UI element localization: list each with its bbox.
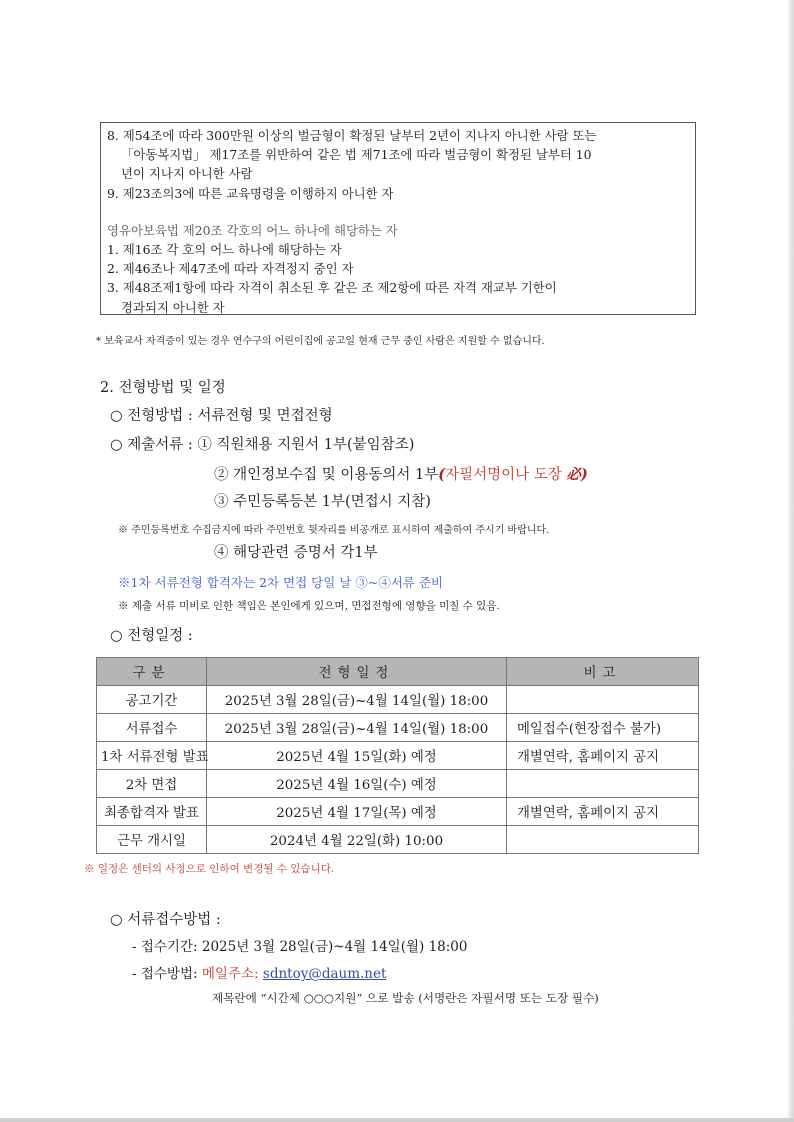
cell-category: 근무 개시일 [97,826,207,854]
cell-schedule: 2025년 4월 16일(수) 예정 [207,770,507,798]
schedule-label: ○ 전형일정 : [110,628,193,644]
cell-category: 최종합격자 발표 [97,798,207,826]
mail-label: 메일주소: [201,966,259,982]
item-8-line-1: 8. 제54조에 따라 300만원 이상의 벌금형이 확정된 날부터 2년이 지나지 아니한 사람 또는 [107,128,597,143]
table-row [97,826,699,854]
document-2-required: 必) [566,466,588,483]
table-row [97,798,699,826]
document-2: ② 개인정보수집 및 이용동의서 1부 [214,467,439,483]
subject-note: 제목란에 “시간제 ○○○지원” 으로 발송 (서명란은 자필서명 또는 도장 필수) [212,991,599,1005]
apply-method-row [132,962,386,982]
email-link[interactable]: sdntoy@daum.net [262,966,387,982]
table-header-row [97,658,699,686]
table-row [97,770,699,798]
apply-period: - 접수기간: 2025년 3월 28일(금)~4월 14일(월) 18:00 [132,939,468,955]
item-8-line-3: 년이 지나지 아니한 사람 [121,166,253,182]
sub-item-3-line-1: 3. 제48조제1항에 따라 자격이 취소된 후 같은 조 제2항에 따른 자격 재교부 기한이 [107,280,557,296]
cell-category: 공고기간 [97,686,207,714]
cell-remarks [507,770,699,798]
responsibility-note: ※ 제출 서류 미비로 인한 책임은 본인에게 있으며, 면접전형에 영향을 미칠 수 있음. [118,600,500,612]
cell-remarks [507,686,699,714]
document-1: ① 직원채용 지원서 1부(붙임참조) [197,437,415,453]
header-category: 구분 [97,658,207,686]
documents-row [110,433,414,454]
apply-method-title: ○ 서류접수방법 : [110,912,221,928]
cell-remarks [507,826,699,854]
cell-category: 1차 서류전형 발표 [97,742,207,770]
page-edge [788,0,794,1122]
cell-remarks: 개별연락, 홈페이지 공지 [507,798,699,826]
table-row [97,686,699,714]
document-2-signature: 자필서명이나 도장 [445,467,562,483]
spacer [107,203,689,221]
section-2-title: 2. 전형방법 및 일정 [100,380,226,396]
table-row [97,714,699,742]
page-bottom-edge [0,1118,794,1122]
table-row [97,742,699,770]
item-9: 9. 제23조의3에 따른 교육명령을 이행하지 아니한 자 [107,185,394,201]
sub-title: 영유아보육법 제20조 각호의 어느 하나에 해당하는 자 [107,222,398,238]
cell-schedule: 2025년 4월 15일(화) 예정 [207,742,507,770]
schedule-table [96,657,699,854]
cell-schedule: 2025년 3월 28일(금)~4월 14일(월) 18:00 [207,714,507,742]
disqualification-box [100,122,696,315]
document-2-row [214,463,588,484]
first-stage-note: ※1차 서류전형 합격자는 2차 면접 당일 날 ③~④서류 준비 [118,575,444,590]
document-4: ④ 해당관련 증명서 각1부 [214,545,378,561]
document-3: ③ 주민등록등본 1부(면접시 지참) [214,494,431,510]
cell-category: 2차 면접 [97,770,207,798]
sub-item-2: 2. 제46조나 제47조에 따라 자격정지 중인 자 [107,261,354,277]
cell-schedule: 2024년 4월 22일(화) 10:00 [207,826,507,854]
sub-item-3-line-2: 경과되지 아니한 자 [121,299,225,315]
resident-number-note: ※ 주민등록번호 수집금지에 따라 주민번호 뒷자리를 비공개로 표시하여 제출하여 주시기 바랍니다. [118,525,550,536]
cell-schedule: 2025년 4월 17일(목) 예정 [207,798,507,826]
teacher-license-note: * 보육교사 자격증이 있는 경우 연수구의 어린이집에 공고일 현재 근무 중인 사람은 지원할 수 없습니다. [96,336,545,347]
documents-label: ○ 제출서류 : [110,437,193,453]
item-8-line-2: 「아동복지법」 제17조를 위반하여 같은 법 제71조에 따라 벌금형이 확정된 날부터 10 [121,147,592,163]
cell-category: 서류접수 [97,714,207,742]
sub-item-1: 1. 제16조 각 호의 어느 하나에 해당하는 자 [107,242,342,258]
selection-method: ○ 전형방법 : 서류전형 및 면접전형 [110,408,333,424]
schedule-change-note: ※ 일정은 센터의 사정으로 인하여 변경될 수 있습니다. [84,863,335,875]
header-remarks: 비고 [507,658,699,686]
header-schedule: 전형일정 [207,658,507,686]
apply-method-label: - 접수방법: [132,966,198,982]
cell-remarks: 개별연락, 홈페이지 공지 [507,742,699,770]
document-2-paren: ( [438,466,446,483]
cell-remarks: 메일접수(현장접수 불가) [507,714,699,742]
cell-schedule: 2025년 3월 28일(금)~4월 14일(월) 18:00 [207,686,507,714]
